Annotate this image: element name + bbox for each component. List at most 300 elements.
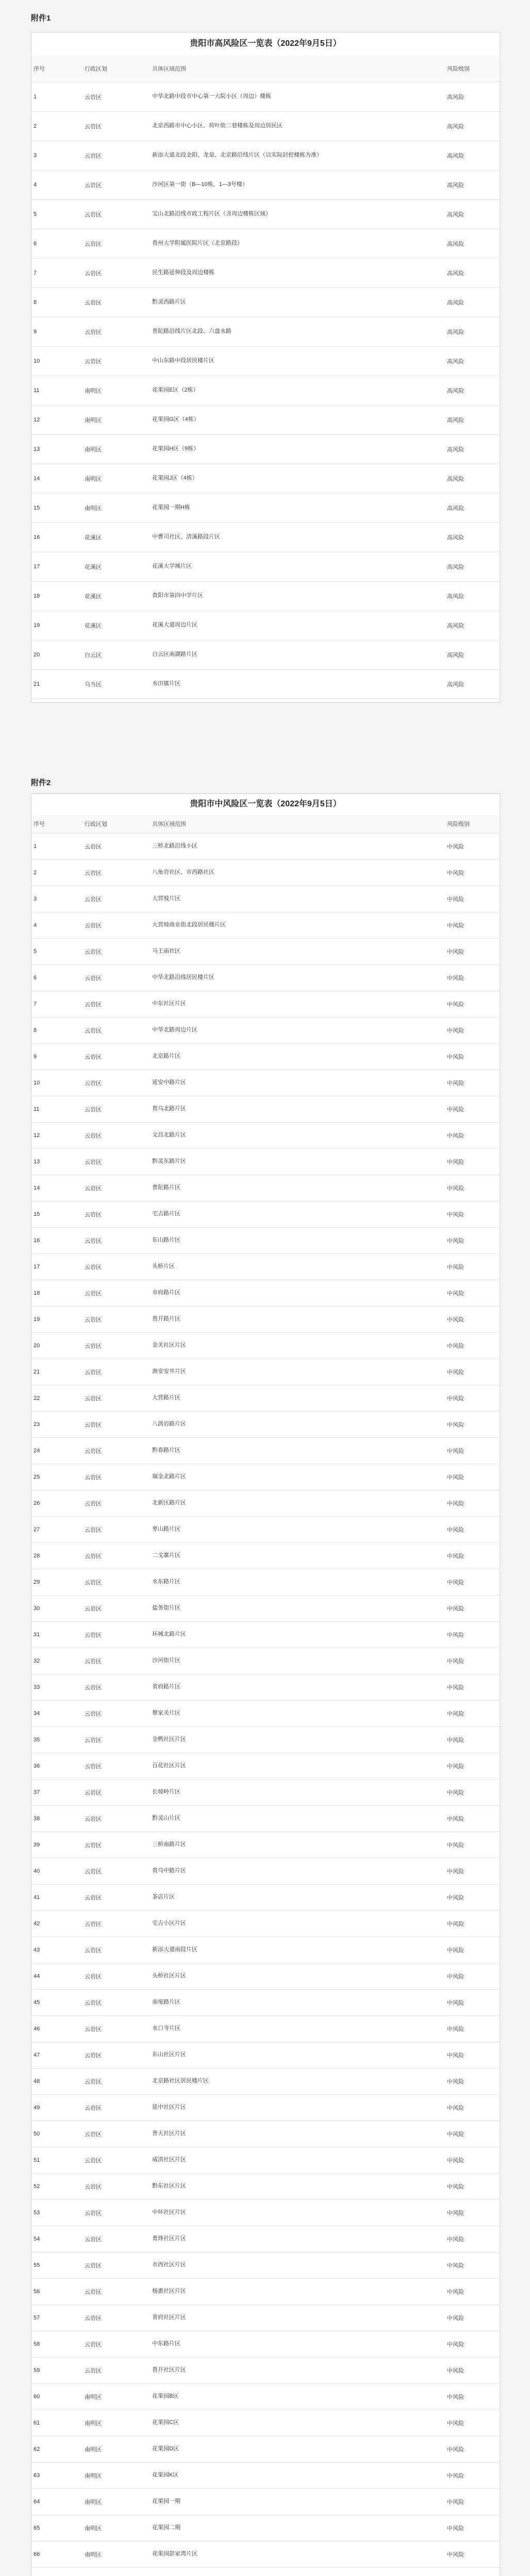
row-index: 38 xyxy=(31,1805,82,1832)
table-row xyxy=(31,1937,500,1963)
row-index: 17 xyxy=(31,1253,82,1280)
table-row xyxy=(31,1779,500,1805)
row-risk-level: 高风险 xyxy=(445,376,500,405)
row-district: 云岩区 xyxy=(82,2331,150,2357)
row-index: 19 xyxy=(31,1306,82,1332)
row-index: 12 xyxy=(31,1122,82,1148)
row-district: 云岩区 xyxy=(82,229,150,258)
row-index: 6 xyxy=(31,229,82,258)
row-district: 云岩区 xyxy=(82,1148,150,1175)
row-risk-level: 中风险 xyxy=(445,2383,500,2410)
table-row xyxy=(31,1858,500,1884)
table-row xyxy=(31,258,500,287)
row-risk-level: 中风险 xyxy=(445,1332,500,1359)
row-index: 10 xyxy=(31,1070,82,1096)
table-row xyxy=(31,170,500,199)
row-area: 北京西路市中心小区、荷叶街二巷楼栋及周边居民区 xyxy=(150,111,445,141)
row-index: 41 xyxy=(31,1884,82,1910)
table-row xyxy=(31,1700,500,1726)
row-risk-level: 中风险 xyxy=(445,1700,500,1726)
row-area: 白云区南湖路片区 xyxy=(150,640,445,669)
row-risk-level: 高风险 xyxy=(445,141,500,170)
row-risk-level: 中风险 xyxy=(445,1253,500,1280)
table-row xyxy=(31,1280,500,1306)
row-risk-level: 中风险 xyxy=(445,964,500,991)
row-district: 云岩区 xyxy=(82,1385,150,1411)
row-area: 省府路片区 xyxy=(150,1674,445,1700)
row-area: 东山社区片区 xyxy=(150,2042,445,2068)
row-district: 云岩区 xyxy=(82,1332,150,1359)
row-index: 53 xyxy=(31,2199,82,2226)
row-district: 云岩区 xyxy=(82,2068,150,2094)
row-district: 云岩区 xyxy=(82,2015,150,2042)
row-index: 51 xyxy=(31,2147,82,2173)
row-area: 金关社区片区 xyxy=(150,1332,445,1359)
row-index: 19 xyxy=(31,611,82,640)
table-row xyxy=(31,522,500,552)
row-risk-level: 中风险 xyxy=(445,1070,500,1096)
row-district: 云岩区 xyxy=(82,2042,150,2068)
row-district: 南明区 xyxy=(82,2462,150,2488)
row-risk-level: 中风险 xyxy=(445,2357,500,2383)
header-district: 行政区划 xyxy=(82,815,150,833)
row-risk-level: 中风险 xyxy=(445,2068,500,2094)
row-district: 云岩区 xyxy=(82,1280,150,1306)
row-area: 金鸭社区片区 xyxy=(150,1726,445,1753)
row-risk-level: 中风险 xyxy=(445,1175,500,1201)
row-area: 黔灵西路片区 xyxy=(150,287,445,317)
row-area: 渔安安井片区 xyxy=(150,1359,445,1385)
row-district: 云岩区 xyxy=(82,1096,150,1122)
row-district: 云岩区 xyxy=(82,2199,150,2226)
row-area: 花果园K区 xyxy=(150,2462,445,2488)
row-area: 宅吉小区片区 xyxy=(150,1910,445,1937)
row-area: 中曹司社区、清溪路段片区 xyxy=(150,522,445,552)
row-index: 37 xyxy=(31,1779,82,1805)
row-index: 1 xyxy=(31,833,82,859)
row-risk-level: 中风险 xyxy=(445,1516,500,1543)
table-row xyxy=(31,1227,500,1253)
row-index: 46 xyxy=(31,2015,82,2042)
row-index: 4 xyxy=(31,170,82,199)
row-district: 云岩区 xyxy=(82,1437,150,1464)
row-risk-level: 中风险 xyxy=(445,1464,500,1490)
row-area: 普陀路沿线片区北段、六盘水路 xyxy=(150,317,445,346)
table-row xyxy=(31,964,500,991)
table-row xyxy=(31,2121,500,2147)
table-row xyxy=(31,1385,500,1411)
row-index: 58 xyxy=(31,2331,82,2357)
row-risk-level: 中风险 xyxy=(445,1437,500,1464)
row-area: 枣山路片区 xyxy=(150,1516,445,1543)
row-district: 南明区 xyxy=(82,493,150,522)
row-area: 黔灵山片区 xyxy=(150,1805,445,1832)
row-area: 花果园一期H栋 xyxy=(150,493,445,522)
row-index: 18 xyxy=(31,1280,82,1306)
row-index: 1 xyxy=(31,82,82,111)
row-index: 8 xyxy=(31,287,82,317)
row-index: 59 xyxy=(31,2357,82,2383)
row-district: 南明区 xyxy=(82,376,150,405)
attachment-1-label: 附件1 xyxy=(31,14,51,23)
row-index: 31 xyxy=(31,1621,82,1648)
row-index: 15 xyxy=(31,1201,82,1227)
row-risk-level: 中风险 xyxy=(445,1963,500,1989)
row-index: 43 xyxy=(31,1937,82,1963)
table-row xyxy=(31,111,500,141)
row-district: 花溪区 xyxy=(82,611,150,640)
row-district: 云岩区 xyxy=(82,82,150,111)
row-area: 水口寺片区 xyxy=(150,2015,445,2042)
row-index: 36 xyxy=(31,1753,82,1779)
table-row xyxy=(31,2173,500,2199)
row-district: 云岩区 xyxy=(82,2357,150,2383)
table-row xyxy=(31,886,500,912)
row-index: 50 xyxy=(31,2121,82,2147)
row-area: 头桥社区片区 xyxy=(150,1963,445,1989)
row-area: 三桥北路沿线小区 xyxy=(150,833,445,859)
table-row xyxy=(31,2515,500,2541)
row-area xyxy=(150,2567,445,2576)
row-index: 60 xyxy=(31,2383,82,2410)
row-area: 民生路延伸段及周边楼栋 xyxy=(150,258,445,287)
table-row xyxy=(31,1989,500,2015)
row-area: 大营坡商业街北段居民楼片区 xyxy=(150,912,445,938)
row-district: 云岩区 xyxy=(82,199,150,229)
row-area: 马王庙社区 xyxy=(150,938,445,964)
table-row xyxy=(31,1963,500,1989)
table-row xyxy=(31,2226,500,2252)
table-row xyxy=(31,2304,500,2331)
row-district: 云岩区 xyxy=(82,2121,150,2147)
row-district: 云岩区 xyxy=(82,859,150,886)
row-district: 云岩区 xyxy=(82,886,150,912)
row-district: 南明区 xyxy=(82,2515,150,2541)
table-row xyxy=(31,1096,500,1122)
table-row xyxy=(31,2068,500,2094)
attachment-2-label: 附件2 xyxy=(31,778,51,787)
row-index: 16 xyxy=(31,522,82,552)
row-area: 延中社区片区 xyxy=(150,2094,445,2121)
table-row xyxy=(31,82,500,111)
row-risk-level: 高风险 xyxy=(445,464,500,493)
table-row xyxy=(31,141,500,170)
row-area: 宝山北路沿线市政工程片区（含周边楼栋区域） xyxy=(150,199,445,229)
row-district: 云岩区 xyxy=(82,1700,150,1726)
table-row xyxy=(31,1726,500,1753)
row-district: 云岩区 xyxy=(82,1674,150,1700)
row-index: 57 xyxy=(31,2304,82,2331)
row-district: 云岩区 xyxy=(82,1017,150,1043)
table-row xyxy=(31,1175,500,1201)
table-row xyxy=(31,912,500,938)
row-area: 盐务街片区 xyxy=(150,1595,445,1621)
row-risk-level: 中风险 xyxy=(445,2304,500,2331)
row-area: 花果园B区 xyxy=(150,2383,445,2410)
row-district: 云岩区 xyxy=(82,1937,150,1963)
row-district: 云岩区 xyxy=(82,1516,150,1543)
row-index: 2 xyxy=(31,111,82,141)
row-district: 云岩区 xyxy=(82,1227,150,1253)
table-row xyxy=(31,2567,500,2576)
row-district: 云岩区 xyxy=(82,1595,150,1621)
row-risk-level: 中风险 xyxy=(445,2515,500,2541)
row-risk-level: 中风险 xyxy=(445,1096,500,1122)
row-risk-level: 中风险 xyxy=(445,1043,500,1070)
table-row xyxy=(31,2462,500,2488)
row-district: 云岩区 xyxy=(82,258,150,287)
table-row xyxy=(31,1753,500,1779)
row-district: 云岩区 xyxy=(82,938,150,964)
row-area: 黔灵东路片区 xyxy=(150,1148,445,1175)
row-index: 39 xyxy=(31,1832,82,1858)
row-index: 54 xyxy=(31,2226,82,2252)
row-district: 云岩区 xyxy=(82,1648,150,1674)
row-index: 42 xyxy=(31,1910,82,1937)
row-index: 9 xyxy=(31,317,82,346)
row-district: 南明区 xyxy=(82,464,150,493)
row-index: 18 xyxy=(31,581,82,611)
row-index: 56 xyxy=(31,2278,82,2304)
table-row xyxy=(31,1490,500,1516)
header-index: 序号 xyxy=(31,55,82,82)
row-district: 云岩区 xyxy=(82,1411,150,1437)
row-index: 34 xyxy=(31,1700,82,1726)
row-risk-level: 高风险 xyxy=(445,170,500,199)
row-area: 贵乌中路片区 xyxy=(150,1858,445,1884)
table-row xyxy=(31,199,500,229)
row-district: 云岩区 xyxy=(82,1201,150,1227)
row-district: 云岩区 xyxy=(82,1805,150,1832)
table-row xyxy=(31,317,500,346)
table-row xyxy=(31,2015,500,2042)
row-index: 21 xyxy=(31,669,82,699)
row-risk-level: 中风险 xyxy=(445,1989,500,2015)
row-index: 5 xyxy=(31,199,82,229)
row-risk-level: 高风险 xyxy=(445,434,500,464)
row-district: 花溪区 xyxy=(82,552,150,581)
row-risk-level: 高风险 xyxy=(445,346,500,376)
row-district: 云岩区 xyxy=(82,317,150,346)
row-risk-level: 中风险 xyxy=(445,912,500,938)
table-row xyxy=(31,1569,500,1595)
row-district: 云岩区 xyxy=(82,1753,150,1779)
row-risk-level: 中风险 xyxy=(445,1753,500,1779)
row-district: 云岩区 xyxy=(82,2304,150,2331)
header-area: 具体区域范围 xyxy=(150,815,445,833)
row-district: 花溪区 xyxy=(82,581,150,611)
high-risk-table-body xyxy=(31,82,500,699)
row-risk-level: 高风险 xyxy=(445,111,500,141)
row-area: 沙河街片区 xyxy=(150,1648,445,1674)
row-area: 水田镇片区 xyxy=(150,669,445,699)
row-district: 云岩区 xyxy=(82,912,150,938)
row-area: 水东路片区 xyxy=(150,1569,445,1595)
table-row xyxy=(31,2357,500,2383)
table-row xyxy=(31,991,500,1017)
row-risk-level: 中风险 xyxy=(445,1779,500,1805)
row-risk-level: 高风险 xyxy=(445,229,500,258)
row-district: 云岩区 xyxy=(82,1832,150,1858)
row-district: 乌当区 xyxy=(82,669,150,699)
row-district: 云岩区 xyxy=(82,833,150,859)
row-area: 中华北路周边片区 xyxy=(150,1017,445,1043)
row-area: 贵乌北路片区 xyxy=(150,1096,445,1122)
row-area: 新添大道南段片区 xyxy=(150,1937,445,1963)
row-risk-level: 中风险 xyxy=(445,2278,500,2304)
table-row xyxy=(31,1910,500,1937)
row-area: 花果园H区（9栋） xyxy=(150,434,445,464)
row-index: 61 xyxy=(31,2410,82,2436)
row-area: 北新区路片区 xyxy=(150,1490,445,1516)
row-area: 花果园J区（4栋） xyxy=(150,464,445,493)
row-area: 花果园E区（2栋） xyxy=(150,376,445,405)
row-index: 63 xyxy=(31,2462,82,2488)
row-index: 12 xyxy=(31,405,82,434)
table-row xyxy=(31,1805,500,1832)
table-row xyxy=(31,859,500,886)
table-row xyxy=(31,1017,500,1043)
row-risk-level: 中风险 xyxy=(445,1122,500,1148)
row-risk-level: 高风险 xyxy=(445,581,500,611)
row-risk-level: 中风险 xyxy=(445,1884,500,1910)
table-row xyxy=(31,405,500,434)
table-row xyxy=(31,1122,500,1148)
table-row xyxy=(31,1359,500,1385)
row-risk-level: 中风险 xyxy=(445,1937,500,1963)
row-district: 南明区 xyxy=(82,405,150,434)
row-area: 北京路片区 xyxy=(150,1043,445,1070)
row-risk-level: 中风险 xyxy=(445,1832,500,1858)
row-district: 云岩区 xyxy=(82,2094,150,2121)
row-district: 南明区 xyxy=(82,2383,150,2410)
table-row xyxy=(31,552,500,581)
row-risk-level: 中风险 xyxy=(445,1017,500,1043)
row-risk-level: 中风险 xyxy=(445,1148,500,1175)
row-district: 云岩区 xyxy=(82,1726,150,1753)
row-index: 11 xyxy=(31,1096,82,1122)
row-index: 44 xyxy=(31,1963,82,1989)
row-area: 八角岩社区、市西路社区 xyxy=(150,859,445,886)
row-district: 云岩区 xyxy=(82,346,150,376)
row-district: 南明区 xyxy=(82,2436,150,2462)
row-index: 32 xyxy=(31,1648,82,1674)
row-index: 16 xyxy=(31,1227,82,1253)
row-risk-level: 中风险 xyxy=(445,1569,500,1595)
table-row xyxy=(31,287,500,317)
row-area: 北京路社区居民楼片区 xyxy=(150,2068,445,2094)
row-index: 45 xyxy=(31,1989,82,2015)
row-risk-level: 高风险 xyxy=(445,82,500,111)
row-area: 省府社区片区 xyxy=(150,2304,445,2331)
row-district: 云岩区 xyxy=(82,1043,150,1070)
table-row xyxy=(31,346,500,376)
table-row xyxy=(31,2488,500,2515)
row-area: 延安中路片区 xyxy=(150,1070,445,1096)
row-area: 花溪大道周边片区 xyxy=(150,611,445,640)
row-district: 云岩区 xyxy=(82,170,150,199)
row-district: 云岩区 xyxy=(82,1989,150,2015)
table-row xyxy=(31,2436,500,2462)
header-district: 行政区划 xyxy=(82,55,150,82)
row-index: 14 xyxy=(31,464,82,493)
row-area: 花果园彭家湾片区 xyxy=(150,2541,445,2567)
row-area: 花果园D区 xyxy=(150,2436,445,2462)
row-district: 云岩区 xyxy=(82,1175,150,1201)
row-district: 云岩区 xyxy=(82,964,150,991)
row-risk-level: 中风险 xyxy=(445,1805,500,1832)
attachment-1-sheet xyxy=(31,32,500,703)
row-index: 40 xyxy=(31,1858,82,1884)
row-index: 15 xyxy=(31,493,82,522)
row-index: 10 xyxy=(31,346,82,376)
row-area: 中华北路中段市中心第一大院小区（周边）楼栋 xyxy=(150,82,445,111)
table-row xyxy=(31,640,500,669)
row-area: 三桥南路片区 xyxy=(150,1832,445,1858)
table-row xyxy=(31,2278,500,2304)
row-district: 花溪区 xyxy=(82,522,150,552)
row-risk-level: 高风险 xyxy=(445,287,500,317)
row-risk-level: 高风险 xyxy=(445,405,500,434)
row-risk-level: 高风险 xyxy=(445,493,500,522)
row-risk-level: 中风险 xyxy=(445,1411,500,1437)
row-risk-level: 中风险 xyxy=(445,991,500,1017)
table-row xyxy=(31,2331,500,2357)
row-district: 云岩区 xyxy=(82,1253,150,1280)
row-index: 20 xyxy=(31,640,82,669)
table-row xyxy=(31,1884,500,1910)
row-district: 云岩区 xyxy=(82,2252,150,2278)
row-index: 62 xyxy=(31,2436,82,2462)
table-row xyxy=(31,1621,500,1648)
row-risk-level: 中风险 xyxy=(445,1385,500,1411)
table-row xyxy=(31,2094,500,2121)
table-row xyxy=(31,1464,500,1490)
row-risk-level: 中风险 xyxy=(445,2410,500,2436)
row-area: 黔东社区片区 xyxy=(150,2173,445,2199)
table-row xyxy=(31,669,500,699)
row-risk-level: 高风险 xyxy=(445,669,500,699)
row-index: 52 xyxy=(31,2173,82,2199)
row-district: 云岩区 xyxy=(82,1464,150,1490)
table-row xyxy=(31,1201,500,1227)
row-area: 花果园二期 xyxy=(150,2515,445,2541)
table-row xyxy=(31,581,500,611)
row-district: 云岩区 xyxy=(82,287,150,317)
row-risk-level: 中风险 xyxy=(445,1674,500,1700)
row-index: 20 xyxy=(31,1332,82,1359)
table-row xyxy=(31,1411,500,1437)
row-risk-level: 中风险 xyxy=(445,1306,500,1332)
table-row xyxy=(31,1595,500,1621)
table-row xyxy=(31,2383,500,2410)
row-area: 市府路片区 xyxy=(150,1280,445,1306)
attachment-2-sheet xyxy=(31,793,500,2576)
row-area: 威清社区片区 xyxy=(150,2147,445,2173)
row-risk-level: 中风险 xyxy=(445,2015,500,2042)
row-area: 长坡岭片区 xyxy=(150,1779,445,1805)
row-district xyxy=(82,2567,150,2576)
high-risk-table xyxy=(31,55,500,699)
row-area: 头桥片区 xyxy=(150,1253,445,1280)
attachment-2-title: 贵阳市中风险区一览表（2022年9月5日） xyxy=(190,800,341,808)
table-row xyxy=(31,2147,500,2173)
row-area: 中山东路中段居民楼片区 xyxy=(150,346,445,376)
row-area: 中华北路沿线居民楼片区 xyxy=(150,964,445,991)
row-index: 35 xyxy=(31,1726,82,1753)
row-index: 5 xyxy=(31,938,82,964)
table-row xyxy=(31,434,500,464)
